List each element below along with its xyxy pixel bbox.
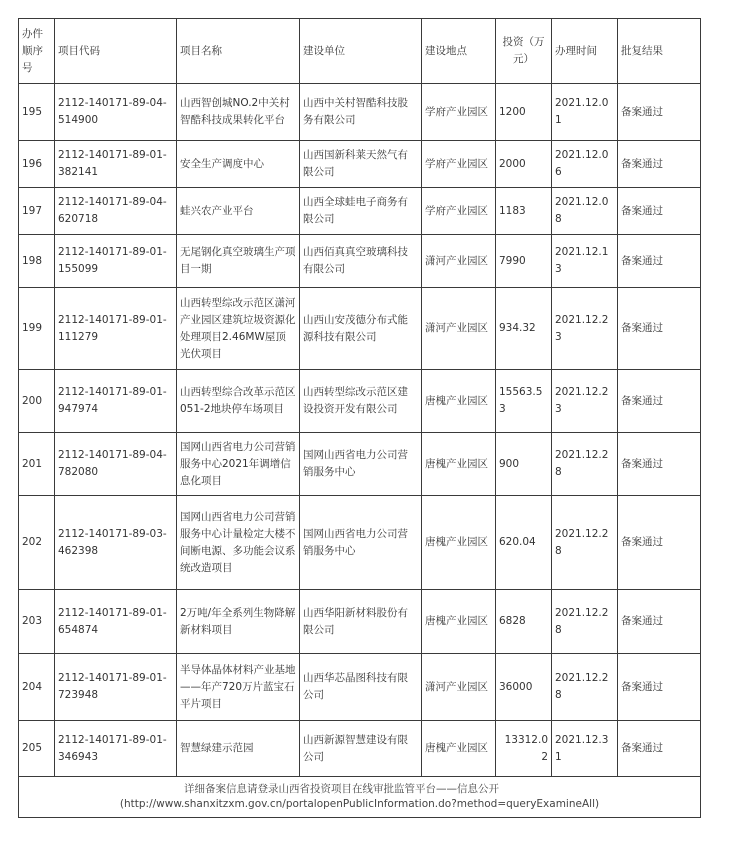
cell-date: 2021.12.06 (552, 141, 618, 188)
cell-no: 197 (19, 188, 55, 235)
cell-place: 唐槐产业园区 (422, 496, 496, 590)
table-row (19, 433, 701, 496)
table-row (19, 590, 701, 654)
cell-result: 备案通过 (618, 721, 701, 777)
cell-date: 2021.12.31 (552, 721, 618, 777)
table-row (19, 721, 701, 777)
cell-result: 备案通过 (618, 84, 701, 141)
cell-name: 蛙兴农产业平台 (177, 188, 300, 235)
cell-result: 备案通过 (618, 235, 701, 288)
cell-date: 2021.12.13 (552, 235, 618, 288)
table-row (19, 370, 701, 433)
header-row (19, 19, 701, 84)
table-row (19, 84, 701, 141)
cell-code: 2112-140171-89-01-155099 (55, 235, 177, 288)
cell-place: 唐槐产业园区 (422, 590, 496, 654)
table-row (19, 496, 701, 590)
cell-code: 2112-140171-89-01-382141 (55, 141, 177, 188)
cell-code: 2112-140171-89-01-346943 (55, 721, 177, 777)
table-row (19, 188, 701, 235)
cell-unit: 山西华阳新材料股份有限公司 (300, 590, 422, 654)
cell-place: 唐槐产业园区 (422, 370, 496, 433)
cell-code: 2112-140171-89-01-111279 (55, 288, 177, 370)
cell-code: 2112-140171-89-01-654874 (55, 590, 177, 654)
cell-invest: 620.04 (496, 496, 552, 590)
header-unit: 建设单位 (300, 19, 422, 84)
cell-unit: 山西国新科莱天然气有限公司 (300, 141, 422, 188)
cell-unit: 国网山西省电力公司营销服务中心 (300, 496, 422, 590)
cell-invest: 934.32 (496, 288, 552, 370)
header-invest: 投资（万元） (496, 19, 552, 84)
cell-no: 204 (19, 654, 55, 721)
footnote-link[interactable]: (http://www.shanxitzxm.gov.cn/portalopenPublicInformation.do?method=queryExamineAll) (119, 798, 600, 810)
cell-place: 学府产业园区 (422, 188, 496, 235)
cell-no: 203 (19, 590, 55, 654)
cell-unit: 山西全球蛙电子商务有限公司 (300, 188, 422, 235)
cell-place: 唐槐产业园区 (422, 433, 496, 496)
header-date: 办理时间 (552, 19, 618, 84)
cell-name: 国网山西省电力公司营销服务中心计量检定大楼不间断电源、多功能会议系统改造项目 (177, 496, 300, 590)
cell-no: 199 (19, 288, 55, 370)
filing-table (18, 18, 701, 818)
cell-invest: 1183 (496, 188, 552, 235)
cell-place: 潇河产业园区 (422, 288, 496, 370)
cell-no: 201 (19, 433, 55, 496)
cell-no: 196 (19, 141, 55, 188)
table-row (19, 654, 701, 721)
cell-invest: 36000 (496, 654, 552, 721)
table-row (19, 141, 701, 188)
cell-invest: 6828 (496, 590, 552, 654)
header-code: 项目代码 (55, 19, 177, 84)
footnote-text: 详细备案信息请登录山西省投资项目在线审批监管平台——信息公开 (184, 783, 499, 795)
cell-result: 备案通过 (618, 188, 701, 235)
cell-date: 2021.12.08 (552, 188, 618, 235)
cell-place: 潇河产业园区 (422, 235, 496, 288)
cell-date: 2021.12.28 (552, 590, 618, 654)
cell-place: 学府产业园区 (422, 141, 496, 188)
cell-unit: 山西中关村智酷科技股务有限公司 (300, 84, 422, 141)
cell-unit: 山西山安茂德分布式能源科技有限公司 (300, 288, 422, 370)
cell-unit: 山西佰真真空玻璃科技有限公司 (300, 235, 422, 288)
cell-name: 半导体晶体材料产业基地——年产720万片蓝宝石平片项目 (177, 654, 300, 721)
header-result: 批复结果 (618, 19, 701, 84)
cell-invest: 7990 (496, 235, 552, 288)
cell-date: 2021.12.01 (552, 84, 618, 141)
footnote-cell (19, 777, 701, 818)
cell-code: 2112-140171-89-04-620718 (55, 188, 177, 235)
cell-date: 2021.12.28 (552, 654, 618, 721)
cell-code: 2112-140171-89-01-947974 (55, 370, 177, 433)
cell-name: 国网山西省电力公司营销服务中心2021年调增信息化项目 (177, 433, 300, 496)
cell-name: 安全生产调度中心 (177, 141, 300, 188)
cell-result: 备案通过 (618, 288, 701, 370)
cell-date: 2021.12.28 (552, 433, 618, 496)
cell-date: 2021.12.23 (552, 288, 618, 370)
cell-result: 备案通过 (618, 370, 701, 433)
cell-no: 205 (19, 721, 55, 777)
cell-name: 无尾钢化真空玻璃生产项目一期 (177, 235, 300, 288)
header-name: 项目名称 (177, 19, 300, 84)
cell-no: 202 (19, 496, 55, 590)
cell-place: 唐槐产业园区 (422, 721, 496, 777)
cell-result: 备案通过 (618, 496, 701, 590)
cell-no: 200 (19, 370, 55, 433)
cell-unit: 山西华芯晶图科技有限公司 (300, 654, 422, 721)
cell-result: 备案通过 (618, 141, 701, 188)
footnote-row (19, 777, 701, 818)
cell-invest: 15563.53 (496, 370, 552, 433)
cell-name: 2万吨/年全系列生物降解新材料项目 (177, 590, 300, 654)
table-row (19, 288, 701, 370)
cell-invest: 2000 (496, 141, 552, 188)
cell-no: 198 (19, 235, 55, 288)
cell-name: 山西转型综合改革示范区051-2地块停车场项目 (177, 370, 300, 433)
cell-code: 2112-140171-89-04-514900 (55, 84, 177, 141)
cell-unit: 山西转型综改示范区建设投资开发有限公司 (300, 370, 422, 433)
cell-no: 195 (19, 84, 55, 141)
cell-invest: 13312.02 (496, 721, 552, 777)
cell-result: 备案通过 (618, 590, 701, 654)
cell-invest: 1200 (496, 84, 552, 141)
header-place: 建设地点 (422, 19, 496, 84)
header-no: 办件顺序号 (19, 19, 55, 84)
cell-invest: 900 (496, 433, 552, 496)
cell-code: 2112-140171-89-01-723948 (55, 654, 177, 721)
cell-name: 智慧绿建示范园 (177, 721, 300, 777)
cell-result: 备案通过 (618, 654, 701, 721)
cell-name: 山西智创城NO.2中关村智酷科技成果转化平台 (177, 84, 300, 141)
cell-date: 2021.12.23 (552, 370, 618, 433)
cell-unit: 国网山西省电力公司营销服务中心 (300, 433, 422, 496)
cell-place: 学府产业园区 (422, 84, 496, 141)
cell-place: 潇河产业园区 (422, 654, 496, 721)
table-row (19, 235, 701, 288)
cell-unit: 山西新源智慧建设有限公司 (300, 721, 422, 777)
cell-code: 2112-140171-89-03-462398 (55, 496, 177, 590)
cell-code: 2112-140171-89-04-782080 (55, 433, 177, 496)
cell-name: 山西转型综改示范区潇河产业园区建筑垃圾资源化处理项目2.46MW屋顶光伏项目 (177, 288, 300, 370)
cell-result: 备案通过 (618, 433, 701, 496)
cell-date: 2021.12.28 (552, 496, 618, 590)
